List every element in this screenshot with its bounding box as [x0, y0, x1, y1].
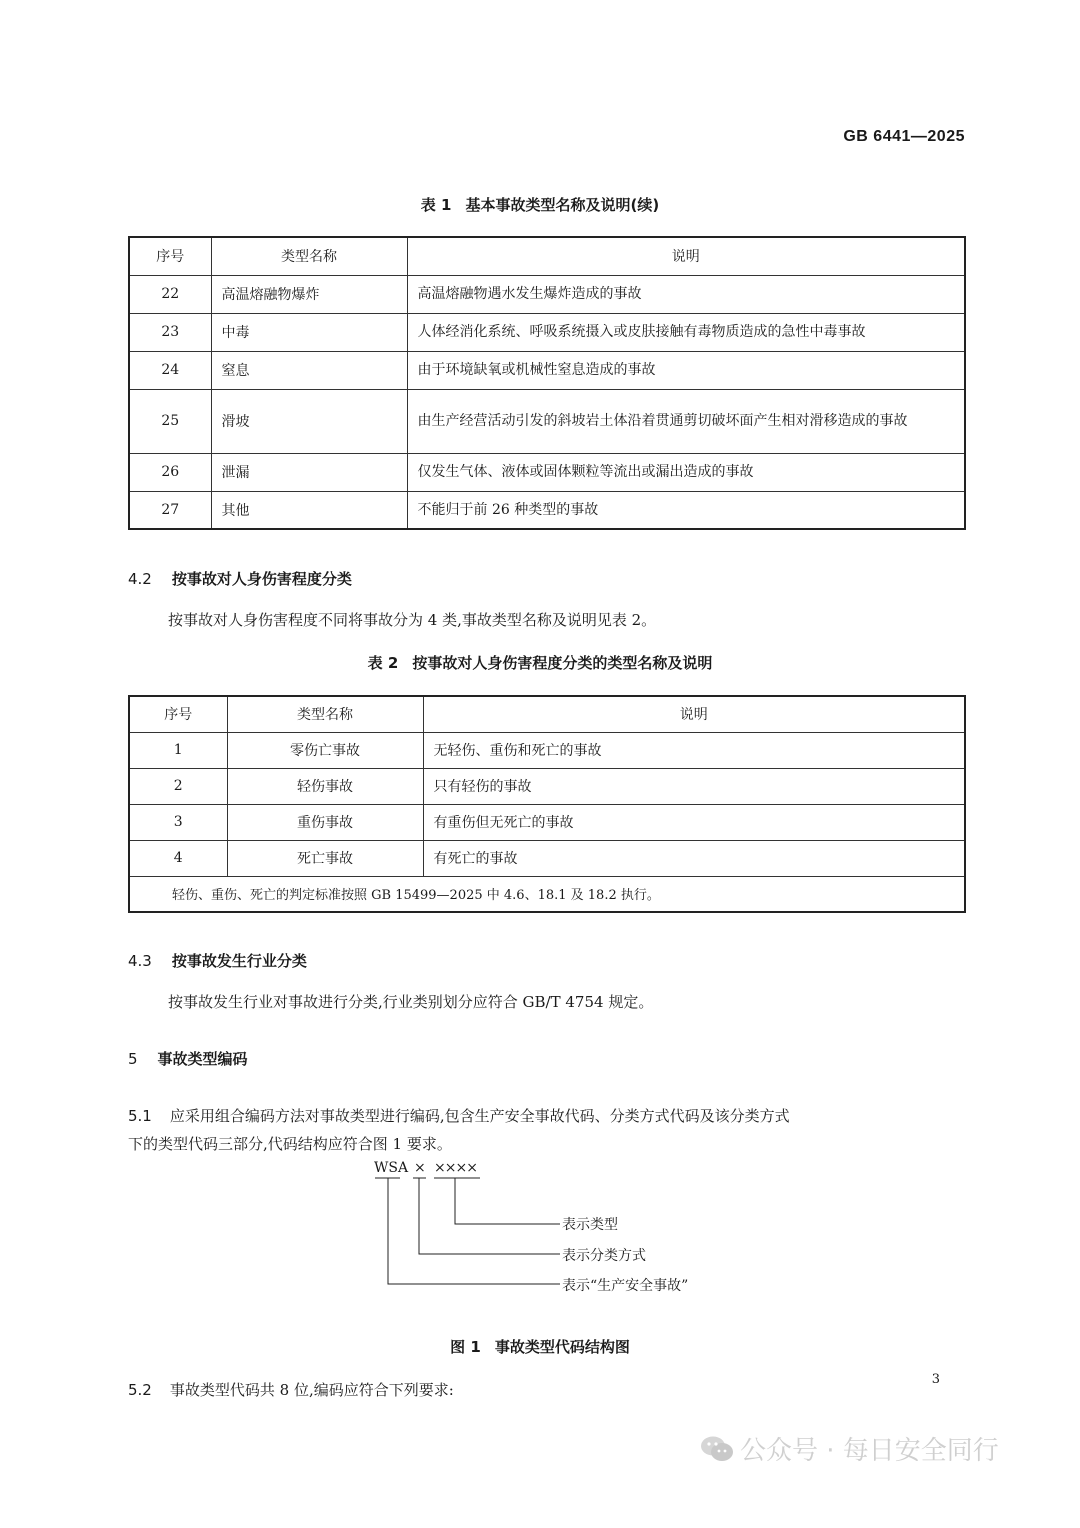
code-suffix: ××××: [434, 1160, 477, 1176]
section-5-heading: [128, 1048, 248, 1069]
table2-header-name: 类型名称: [227, 696, 423, 732]
page-number: 3: [931, 1372, 940, 1387]
code-prefix: WSA: [374, 1160, 409, 1176]
row-name: 窒息: [211, 351, 407, 389]
row-desc: 高温熔融物遇水发生爆炸造成的事故: [407, 275, 965, 313]
row-num: 25: [129, 389, 211, 453]
figure1-caption: [0, 1336, 1080, 1357]
row-name: 轻伤事故: [227, 768, 423, 804]
table1-caption-number: 表 1: [420, 196, 452, 214]
section-5-2: [128, 1376, 454, 1404]
table1-header-num: 序号: [129, 237, 211, 275]
table1: [128, 236, 966, 530]
table-row: [129, 351, 965, 389]
figure1-caption-number: 图 1: [450, 1338, 481, 1356]
row-desc: 只有轻伤的事故: [423, 768, 965, 804]
safety-connector: [388, 1178, 560, 1284]
section-4-2-body: 按事故对人身伤害程度不同将事故分为 4 类,事故类型名称及说明见表 2。: [168, 611, 657, 629]
label-method: 表示分类方式: [562, 1248, 646, 1264]
row-desc: 有重伤但无死亡的事故: [423, 804, 965, 840]
table-row: [129, 840, 965, 876]
row-num: 27: [129, 491, 211, 529]
standard-code: GB 6441—2025: [843, 128, 965, 145]
row-name: 泄漏: [211, 453, 407, 491]
table2-note: 轻伤、重伤、死亡的判定标准按照 GB 15499—2025 中 4.6、18.1 及 18.2 执行。: [129, 876, 965, 912]
table1-header-row: [129, 237, 965, 275]
row-num: 22: [129, 275, 211, 313]
label-type: 表示类型: [562, 1217, 618, 1233]
row-num: 26: [129, 453, 211, 491]
table-row: [129, 453, 965, 491]
table2-header-desc: 说明: [423, 696, 965, 732]
section-title: 按事故发生行业分类: [171, 952, 307, 970]
row-num: 23: [129, 313, 211, 351]
section-4-2-heading: [128, 568, 352, 589]
table-row: [129, 491, 965, 529]
section-number: 5.2: [128, 1381, 152, 1399]
section-number: 4.2: [128, 570, 152, 588]
label-safety: 表示“生产安全事故”: [562, 1278, 689, 1294]
table-row: [129, 804, 965, 840]
row-name: 重伤事故: [227, 804, 423, 840]
section-number: 5.1: [128, 1107, 152, 1125]
table2-header-num: 序号: [129, 696, 227, 732]
row-name: 其他: [211, 491, 407, 529]
row-desc: 有死亡的事故: [423, 840, 965, 876]
figure1-caption-title: 事故类型代码结构图: [494, 1338, 630, 1356]
row-name: 死亡事故: [227, 840, 423, 876]
row-num: 4: [129, 840, 227, 876]
method-connector: [419, 1178, 560, 1254]
table1-caption-title: 基本事故类型名称及说明(续): [465, 196, 660, 214]
row-desc: 由生产经营活动引发的斜坡岩土体沿着贯通剪切破坏面产生相对滑移造成的事故: [407, 389, 965, 453]
row-desc: 不能归于前 26 种类型的事故: [407, 491, 965, 529]
table-row: [129, 275, 965, 313]
table2-note-row: [129, 876, 965, 912]
row-num: 1: [129, 732, 227, 768]
section-4-3-heading: [128, 950, 307, 971]
section-5-1-line2: 下的类型代码三部分,代码结构应符合图 1 要求。: [128, 1135, 452, 1153]
section-5-1: [128, 1102, 968, 1158]
row-num: 2: [129, 768, 227, 804]
section-5-1-line1: [128, 1102, 968, 1130]
row-num: 24: [129, 351, 211, 389]
table-row: [129, 732, 965, 768]
section-4-3-body: 按事故发生行业对事故进行分类,行业类别划分应符合 GB/T 4754 规定。: [168, 993, 654, 1011]
section-title: 事故类型编码: [157, 1050, 248, 1068]
row-num: 3: [129, 804, 227, 840]
section-5-1-text: 应采用组合编码方法对事故类型进行编码,包含生产安全事故代码、分类方式代码及该分类方式: [169, 1107, 790, 1125]
table-row: [129, 768, 965, 804]
section-number: 5: [128, 1050, 138, 1068]
table1-header-name: 类型名称: [211, 237, 407, 275]
row-name: 零伤亡事故: [227, 732, 423, 768]
row-desc: 人体经消化系统、呼吸系统摄入或皮肤接触有毒物质造成的急性中毒事故: [407, 313, 965, 351]
table-row: [129, 313, 965, 351]
code-mid: ×: [414, 1160, 426, 1176]
row-desc: 无轻伤、重伤和死亡的事故: [423, 732, 965, 768]
table2-header-row: [129, 696, 965, 732]
row-name: 滑坡: [211, 389, 407, 453]
watermark-text: 公众号 · 每日安全同行: [740, 1436, 999, 1466]
section-title: 按事故对人身伤害程度分类: [171, 570, 352, 588]
table1-header-desc: 说明: [407, 237, 965, 275]
table2-caption: [0, 652, 1080, 673]
row-name: 高温熔融物爆炸: [211, 275, 407, 313]
row-desc: 由于环境缺氧或机械性窒息造成的事故: [407, 351, 965, 389]
type-connector: [455, 1178, 560, 1224]
row-name: 中毒: [211, 313, 407, 351]
table2-caption-number: 表 2: [367, 654, 399, 672]
table1-caption: [0, 194, 1080, 215]
section-number: 4.3: [128, 952, 152, 970]
watermark: [700, 1430, 999, 1467]
section-5-2-text: 事故类型代码共 8 位,编码应符合下列要求:: [169, 1381, 454, 1399]
table-row: [129, 389, 965, 453]
wechat-icon: [700, 1435, 734, 1463]
table2-caption-title: 按事故对人身伤害程度分类的类型名称及说明: [412, 654, 713, 672]
row-desc: 仅发生气体、液体或固体颗粒等流出或漏出造成的事故: [407, 453, 965, 491]
table2: [128, 695, 966, 913]
